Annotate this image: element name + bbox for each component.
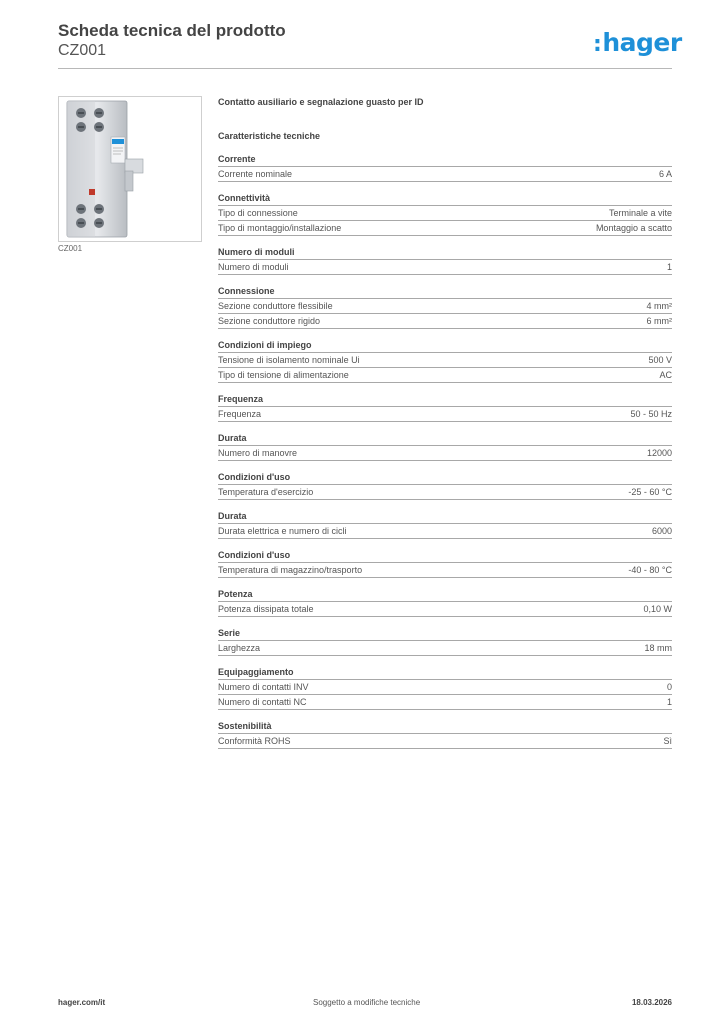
spec-value: Montaggio a scatto <box>595 223 672 233</box>
spec-label: Potenza dissipata totale <box>218 604 314 614</box>
product-code: CZ001 <box>58 42 107 59</box>
spec-section-title: Condizioni d'uso <box>218 548 672 563</box>
spec-section-title: Sostenibilità <box>218 719 672 734</box>
footer-website: hager.com/it <box>58 998 106 1007</box>
spec-label: Temperatura di magazzino/trasporto <box>218 565 363 575</box>
spec-label: Durata elettrica e numero di cicli <box>218 526 347 536</box>
spec-row <box>218 407 672 422</box>
spec-value: 1 <box>666 262 672 272</box>
spec-section <box>218 509 672 539</box>
spec-section-title: Serie <box>218 626 672 641</box>
spec-row <box>218 680 672 695</box>
spec-section <box>218 284 672 329</box>
spec-value: 0 <box>666 682 672 692</box>
spec-row <box>218 695 672 710</box>
spec-row <box>218 524 672 539</box>
spec-section <box>218 719 672 749</box>
spec-value: 6 mm² <box>646 316 672 326</box>
spec-label: Numero di contatti NC <box>218 697 307 707</box>
document-header <box>58 20 286 60</box>
spec-label: Tipo di montaggio/installazione <box>218 223 342 233</box>
spec-sections <box>218 152 672 749</box>
features-heading: Caratteristiche tecniche <box>218 131 321 141</box>
spec-section <box>218 548 672 578</box>
spec-row <box>218 314 672 329</box>
spec-value: 1 <box>666 697 672 707</box>
spec-row <box>218 563 672 578</box>
spec-row <box>218 368 672 383</box>
spec-section <box>218 152 672 182</box>
spec-row <box>218 353 672 368</box>
spec-value: Sì <box>663 736 672 746</box>
product-description: Contatto ausiliario e segnalazione guasto per ID <box>218 97 424 107</box>
spec-section <box>218 626 672 656</box>
spec-section-title: Condizioni d'uso <box>218 470 672 485</box>
spec-section-title: Durata <box>218 509 672 524</box>
spec-row <box>218 221 672 236</box>
spec-row <box>218 446 672 461</box>
spec-row <box>218 641 672 656</box>
spec-label: Sezione conduttore flessibile <box>218 301 333 311</box>
footer-date: 18.03.2026 <box>631 998 672 1007</box>
hager-logo <box>593 28 682 57</box>
spec-label: Tipo di tensione di alimentazione <box>218 370 349 380</box>
spec-section <box>218 338 672 383</box>
spec-section-title: Equipaggiamento <box>218 665 672 680</box>
spec-section-title: Numero di moduli <box>218 245 672 260</box>
spec-label: Sezione conduttore rigido <box>218 316 321 326</box>
spec-section-title: Corrente <box>218 152 672 167</box>
spec-section-title: Connettività <box>218 191 672 206</box>
spec-section <box>218 392 672 422</box>
spec-value: 6 A <box>658 169 672 179</box>
product-image-caption: CZ001 <box>58 244 83 253</box>
spec-row <box>218 485 672 500</box>
spec-value: -25 - 60 °C <box>628 487 672 497</box>
spec-label: Numero di manovre <box>218 448 298 458</box>
logo-wordmark: hager <box>602 28 682 57</box>
spec-value: 18 mm <box>644 643 672 653</box>
spec-label: Temperatura d'esercizio <box>218 487 314 497</box>
spec-row <box>218 260 672 275</box>
spec-value: 500 V <box>648 355 672 365</box>
spec-value: Terminale a vite <box>608 208 672 218</box>
document-title: Scheda tecnica del prodotto <box>58 21 286 40</box>
spec-value: 12000 <box>646 448 672 458</box>
spec-section-title: Potenza <box>218 587 672 602</box>
spec-value: -40 - 80 °C <box>628 565 672 575</box>
footer-note: Soggetto a modifiche tecniche <box>313 998 421 1007</box>
spec-label: Numero di contatti INV <box>218 682 309 692</box>
spec-value: 4 mm² <box>646 301 672 311</box>
spec-label: Frequenza <box>218 409 262 419</box>
product-image <box>58 96 202 242</box>
header-divider <box>58 68 672 69</box>
spec-row <box>218 299 672 314</box>
spec-label: Tensione di isolamento nominale Ui <box>218 355 360 365</box>
spec-section <box>218 431 672 461</box>
spec-value: 6000 <box>651 526 672 536</box>
spec-row <box>218 602 672 617</box>
spec-section-title: Condizioni di impiego <box>218 338 672 353</box>
spec-section-title: Frequenza <box>218 392 672 407</box>
spec-row <box>218 206 672 221</box>
logo-colon-icon: : <box>593 32 602 57</box>
spec-section-title: Connessione <box>218 284 672 299</box>
spec-section <box>218 470 672 500</box>
spec-label: Tipo di connessione <box>218 208 298 218</box>
spec-label: Numero di moduli <box>218 262 289 272</box>
spec-value: AC <box>659 370 672 380</box>
spec-label: Conformità ROHS <box>218 736 291 746</box>
spec-row <box>218 734 672 749</box>
spec-value: 50 - 50 Hz <box>630 409 672 419</box>
spec-value: 0,10 W <box>643 604 672 614</box>
spec-section <box>218 245 672 275</box>
spec-section <box>218 665 672 710</box>
spec-label: Corrente nominale <box>218 169 293 179</box>
spec-row <box>218 167 672 182</box>
circuit-breaker-illustration <box>59 97 201 241</box>
spec-section-title: Durata <box>218 431 672 446</box>
spec-content <box>218 96 672 749</box>
spec-section <box>218 191 672 236</box>
spec-section <box>218 587 672 617</box>
spec-label: Larghezza <box>218 643 261 653</box>
